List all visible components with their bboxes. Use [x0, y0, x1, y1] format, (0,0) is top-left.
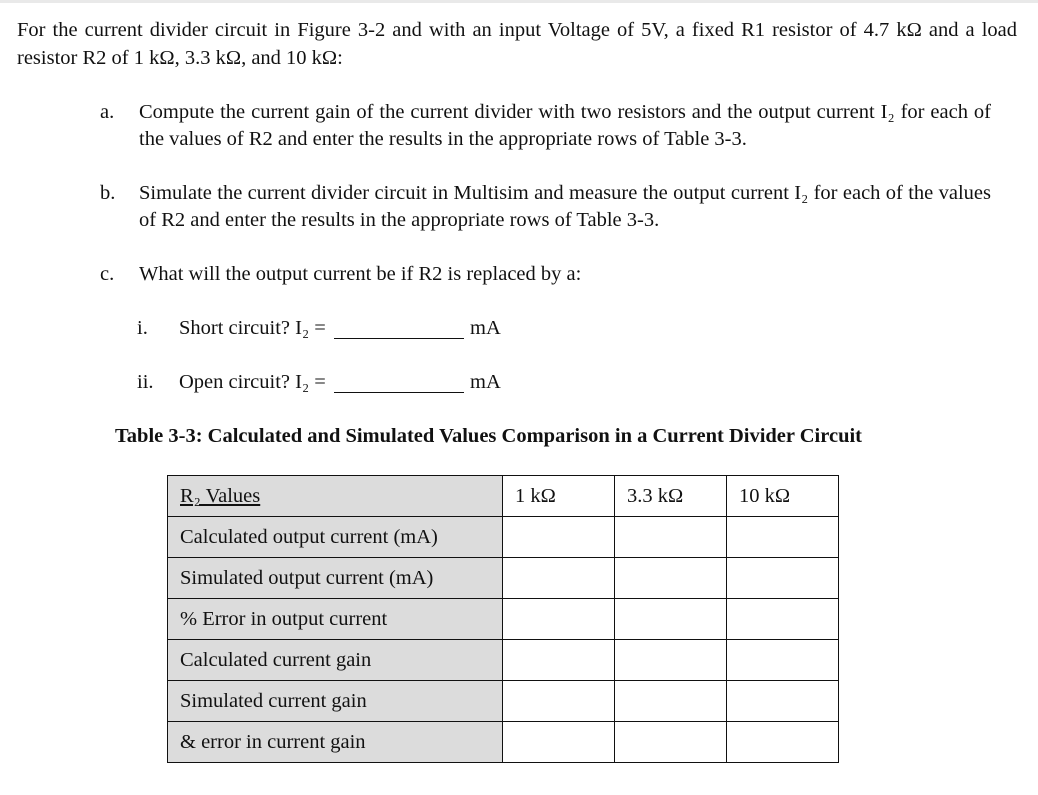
question-label: a.: [100, 101, 115, 123]
value-cell[interactable]: [503, 599, 615, 640]
header-cell: 3.3 kΩ: [615, 476, 727, 517]
question-label: c.: [100, 263, 115, 285]
value-cell[interactable]: [503, 640, 615, 681]
answer-blank[interactable]: [334, 338, 464, 339]
question-text: What will the output current be if R2 is replaced by a:: [139, 263, 582, 285]
row-label: & error in current gain: [168, 722, 503, 763]
table-row: [168, 599, 839, 640]
table-row: [168, 517, 839, 558]
value-cell[interactable]: [727, 722, 839, 763]
value-cell[interactable]: [503, 681, 615, 722]
row-label: Simulated output current (mA): [168, 558, 503, 599]
value-cell[interactable]: [615, 722, 727, 763]
value-cell[interactable]: [503, 517, 615, 558]
subquestion-text: Short circuit? I₂ =: [179, 317, 326, 339]
value-cell[interactable]: [727, 517, 839, 558]
row-label: % Error in output current: [168, 599, 503, 640]
table-header-row: [168, 476, 839, 517]
value-cell[interactable]: [615, 599, 727, 640]
value-cell[interactable]: [615, 558, 727, 599]
intro-paragraph: For the current divider circuit in Figure 3-2 and with an input Voltage of 5V, a fixed R1 resistor of 4.7 kΩ and a load resistor R2 of 1 kΩ, 3.3 kΩ, and 10 kΩ:: [17, 19, 1017, 69]
unit-label: mA: [470, 317, 501, 339]
value-cell[interactable]: [727, 599, 839, 640]
value-cell[interactable]: [727, 681, 839, 722]
value-cell[interactable]: [615, 517, 727, 558]
header-cell-r2: [168, 476, 503, 517]
table-row: [168, 681, 839, 722]
table-caption: Table 3-3: Calculated and Simulated Values Comparison in a Current Divider Circuit: [115, 425, 862, 447]
header-cell: 10 kΩ: [727, 476, 839, 517]
question-label: b.: [100, 182, 116, 204]
subquestion-label: i.: [137, 317, 148, 339]
value-cell[interactable]: [727, 558, 839, 599]
value-cell[interactable]: [615, 640, 727, 681]
question-text: Compute the current gain of the current divider with two resistors and the output current I₂ for each of the values of R2 and enter the results in the appropriate rows of Table 3-3.: [139, 101, 991, 150]
header-cell: 1 kΩ: [503, 476, 615, 517]
table-row: [168, 558, 839, 599]
question-text: Simulate the current divider circuit in Multisim and measure the output current I₂ for each of the values of R2 and enter the results in the appropriate rows of Table 3-3.: [139, 182, 991, 231]
row-label: Simulated current gain: [168, 681, 503, 722]
table-row: [168, 640, 839, 681]
answer-blank[interactable]: [334, 392, 464, 393]
header-label: R₂ Values: [180, 484, 261, 507]
unit-label: mA: [470, 371, 501, 393]
value-cell[interactable]: [615, 681, 727, 722]
value-cell[interactable]: [503, 558, 615, 599]
row-label: Calculated output current (mA): [168, 517, 503, 558]
value-cell[interactable]: [727, 640, 839, 681]
top-border: [0, 0, 1038, 3]
subquestion-text: Open circuit? I₂ =: [179, 371, 326, 393]
row-label: Calculated current gain: [168, 640, 503, 681]
table-row: [168, 722, 839, 763]
results-table: [167, 475, 839, 763]
subquestion-label: ii.: [137, 371, 154, 393]
value-cell[interactable]: [503, 722, 615, 763]
